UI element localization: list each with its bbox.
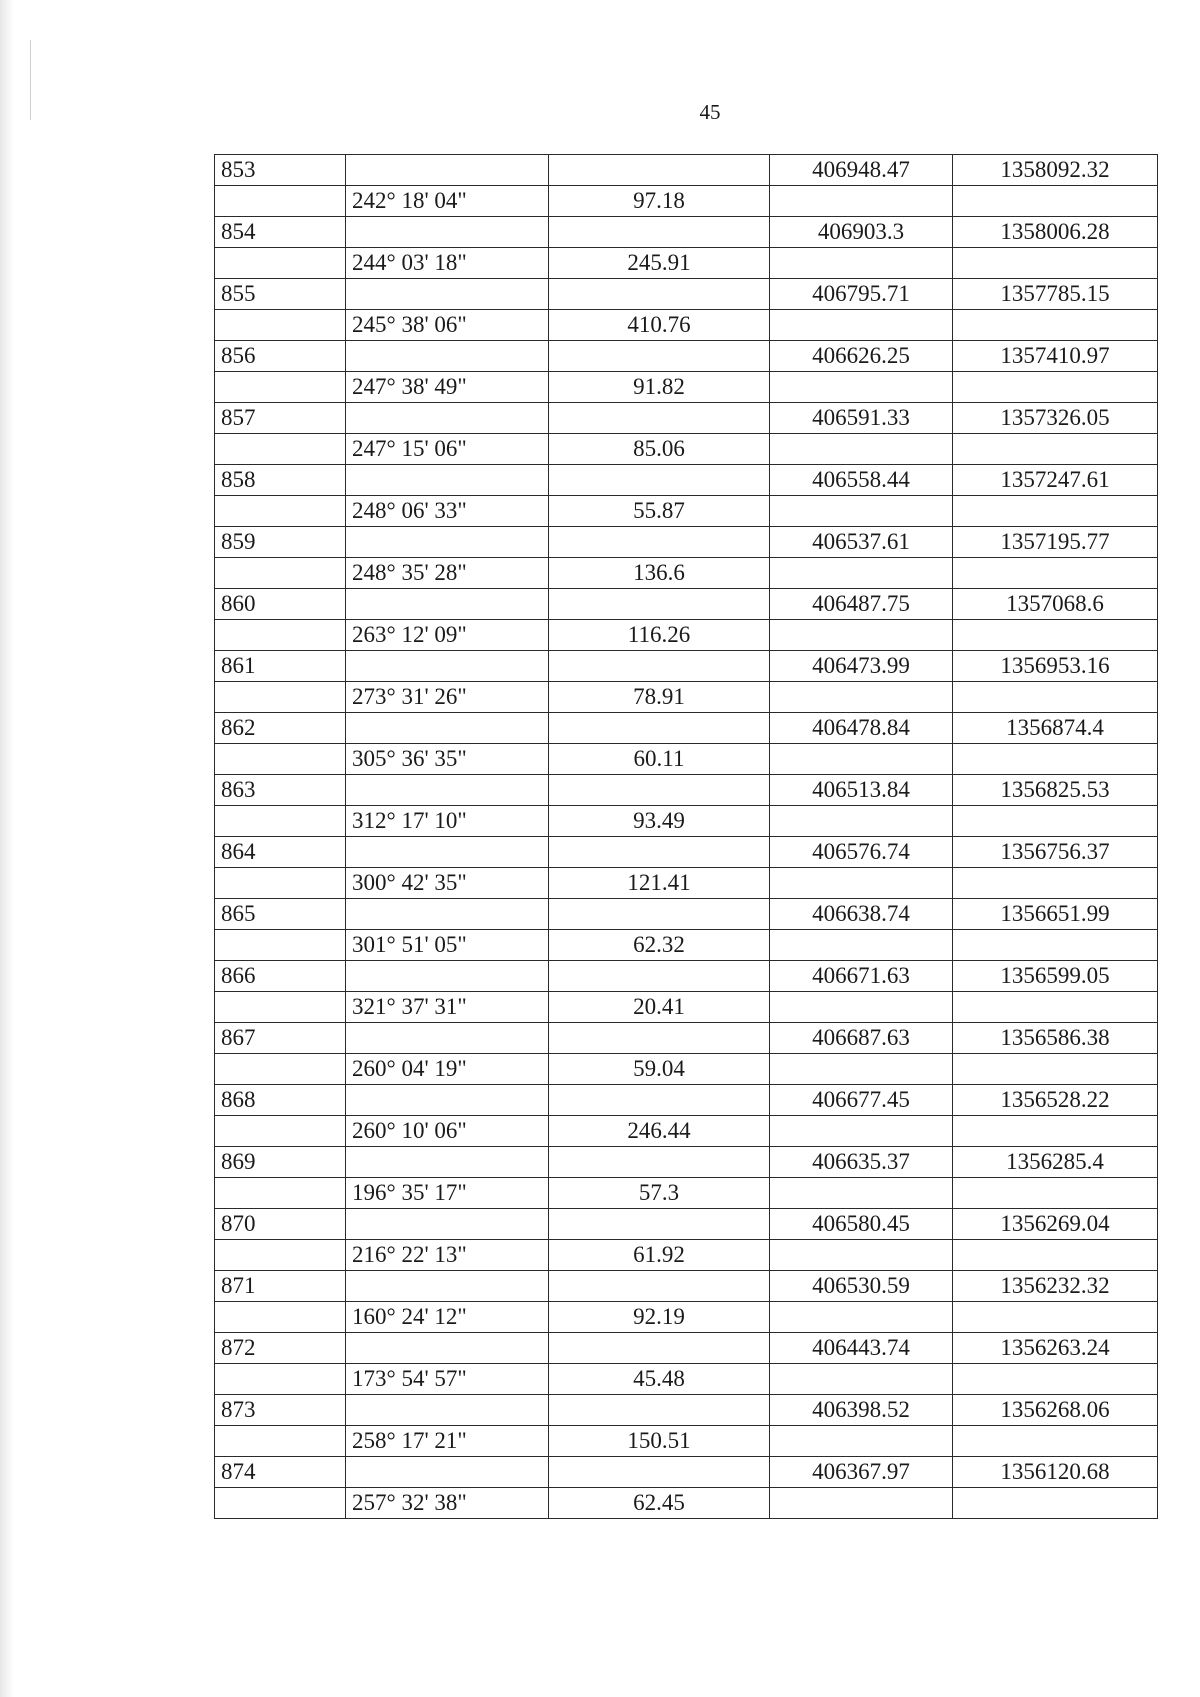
y-coordinate-cell <box>953 1488 1158 1519</box>
bearing-cell: 260° 04' 19" <box>346 1054 549 1085</box>
station-row <box>215 961 1158 992</box>
distance-cell: 59.04 <box>549 1054 770 1085</box>
distance-cell: 121.41 <box>549 868 770 899</box>
distance-cell <box>549 1395 770 1426</box>
y-coordinate-cell <box>953 868 1158 899</box>
distance-cell <box>549 1023 770 1054</box>
x-coordinate-cell: 406626.25 <box>770 341 953 372</box>
bearing-cell: 242° 18' 04" <box>346 186 549 217</box>
station-row <box>215 1209 1158 1240</box>
y-coordinate-cell <box>953 1302 1158 1333</box>
station-number-cell: 861 <box>215 651 346 682</box>
bearing-cell: 260° 10' 06" <box>346 1116 549 1147</box>
station-number-cell: 859 <box>215 527 346 558</box>
y-coordinate-cell: 1356268.06 <box>953 1395 1158 1426</box>
bearing-cell <box>346 279 549 310</box>
y-coordinate-cell <box>953 744 1158 775</box>
distance-cell: 91.82 <box>549 372 770 403</box>
distance-cell: 116.26 <box>549 620 770 651</box>
bearing-cell <box>346 1085 549 1116</box>
distance-cell: 55.87 <box>549 496 770 527</box>
bearing-cell: 312° 17' 10" <box>346 806 549 837</box>
station-number-cell <box>215 1178 346 1209</box>
bearing-cell <box>346 527 549 558</box>
y-coordinate-cell <box>953 310 1158 341</box>
course-row <box>215 1054 1158 1085</box>
y-coordinate-cell <box>953 1116 1158 1147</box>
distance-cell: 245.91 <box>549 248 770 279</box>
distance-cell <box>549 961 770 992</box>
station-number-cell: 870 <box>215 1209 346 1240</box>
bearing-cell <box>346 1209 549 1240</box>
y-coordinate-cell <box>953 930 1158 961</box>
y-coordinate-cell: 1356874.4 <box>953 713 1158 744</box>
distance-cell <box>549 279 770 310</box>
station-number-cell: 860 <box>215 589 346 620</box>
bearing-cell: 247° 38' 49" <box>346 372 549 403</box>
station-row <box>215 1085 1158 1116</box>
distance-cell: 60.11 <box>549 744 770 775</box>
x-coordinate-cell <box>770 806 953 837</box>
bearing-cell: 216° 22' 13" <box>346 1240 549 1271</box>
x-coordinate-cell <box>770 1054 953 1085</box>
course-row <box>215 682 1158 713</box>
bearing-cell: 305° 36' 35" <box>346 744 549 775</box>
station-row <box>215 1271 1158 1302</box>
station-number-cell <box>215 930 346 961</box>
bearing-cell <box>346 155 549 186</box>
distance-cell: 62.32 <box>549 930 770 961</box>
station-number-cell: 855 <box>215 279 346 310</box>
x-coordinate-cell: 406487.75 <box>770 589 953 620</box>
y-coordinate-cell <box>953 434 1158 465</box>
bearing-cell <box>346 651 549 682</box>
x-coordinate-cell <box>770 310 953 341</box>
station-row <box>215 1333 1158 1364</box>
station-number-cell: 857 <box>215 403 346 434</box>
distance-cell: 136.6 <box>549 558 770 589</box>
bearing-cell: 247° 15' 06" <box>346 434 549 465</box>
y-coordinate-cell: 1357326.05 <box>953 403 1158 434</box>
distance-cell: 93.49 <box>549 806 770 837</box>
course-row <box>215 1302 1158 1333</box>
bearing-cell <box>346 1023 549 1054</box>
x-coordinate-cell <box>770 868 953 899</box>
x-coordinate-cell: 406638.74 <box>770 899 953 930</box>
bearing-cell: 301° 51' 05" <box>346 930 549 961</box>
bearing-cell: 300° 42' 35" <box>346 868 549 899</box>
y-coordinate-cell: 1356586.38 <box>953 1023 1158 1054</box>
x-coordinate-cell <box>770 496 953 527</box>
station-number-cell <box>215 372 346 403</box>
x-coordinate-cell: 406795.71 <box>770 279 953 310</box>
x-coordinate-cell: 406398.52 <box>770 1395 953 1426</box>
y-coordinate-cell <box>953 1240 1158 1271</box>
bearing-cell: 321° 37' 31" <box>346 992 549 1023</box>
scan-edge-shadow <box>0 0 14 1697</box>
distance-cell <box>549 217 770 248</box>
bearing-cell: 160° 24' 12" <box>346 1302 549 1333</box>
station-row <box>215 713 1158 744</box>
station-number-cell <box>215 620 346 651</box>
bearing-cell: 258° 17' 21" <box>346 1426 549 1457</box>
course-row <box>215 1488 1158 1519</box>
y-coordinate-cell <box>953 1054 1158 1085</box>
x-coordinate-cell <box>770 1488 953 1519</box>
bearing-cell: 248° 35' 28" <box>346 558 549 589</box>
bearing-cell <box>346 713 549 744</box>
station-number-cell <box>215 1116 346 1147</box>
course-row <box>215 806 1158 837</box>
y-coordinate-cell <box>953 1364 1158 1395</box>
station-number-cell: 866 <box>215 961 346 992</box>
station-number-cell <box>215 744 346 775</box>
distance-cell <box>549 465 770 496</box>
distance-cell: 246.44 <box>549 1116 770 1147</box>
course-row <box>215 310 1158 341</box>
bearing-cell: 173° 54' 57" <box>346 1364 549 1395</box>
page-number: 45 <box>699 100 721 124</box>
distance-cell: 45.48 <box>549 1364 770 1395</box>
x-coordinate-cell: 406443.74 <box>770 1333 953 1364</box>
x-coordinate-cell <box>770 1302 953 1333</box>
distance-cell <box>549 1085 770 1116</box>
station-number-cell: 867 <box>215 1023 346 1054</box>
course-row <box>215 620 1158 651</box>
x-coordinate-cell: 406948.47 <box>770 155 953 186</box>
y-coordinate-cell: 1357195.77 <box>953 527 1158 558</box>
distance-cell <box>549 403 770 434</box>
y-coordinate-cell <box>953 1178 1158 1209</box>
y-coordinate-cell <box>953 186 1158 217</box>
x-coordinate-cell: 406473.99 <box>770 651 953 682</box>
y-coordinate-cell: 1356528.22 <box>953 1085 1158 1116</box>
station-number-cell <box>215 1426 346 1457</box>
distance-cell <box>549 341 770 372</box>
x-coordinate-cell <box>770 744 953 775</box>
station-number-cell <box>215 992 346 1023</box>
bearing-cell: 263° 12' 09" <box>346 620 549 651</box>
distance-cell <box>549 1147 770 1178</box>
station-number-cell <box>215 434 346 465</box>
station-number-cell <box>215 868 346 899</box>
y-coordinate-cell: 1357410.97 <box>953 341 1158 372</box>
station-row <box>215 279 1158 310</box>
x-coordinate-cell <box>770 1364 953 1395</box>
station-number-cell: 871 <box>215 1271 346 1302</box>
station-number-cell <box>215 496 346 527</box>
course-row <box>215 1116 1158 1147</box>
station-row <box>215 155 1158 186</box>
y-coordinate-cell: 1356953.16 <box>953 651 1158 682</box>
distance-cell <box>549 651 770 682</box>
x-coordinate-cell: 406591.33 <box>770 403 953 434</box>
station-number-cell <box>215 806 346 837</box>
x-coordinate-cell <box>770 1116 953 1147</box>
bearing-cell <box>346 465 549 496</box>
bearing-cell: 245° 38' 06" <box>346 310 549 341</box>
station-number-cell <box>215 248 346 279</box>
distance-cell <box>549 899 770 930</box>
course-row <box>215 248 1158 279</box>
course-row <box>215 1426 1158 1457</box>
y-coordinate-cell <box>953 1426 1158 1457</box>
bearing-cell <box>346 403 549 434</box>
y-coordinate-cell: 1357068.6 <box>953 589 1158 620</box>
x-coordinate-cell: 406903.3 <box>770 217 953 248</box>
course-row <box>215 434 1158 465</box>
y-coordinate-cell <box>953 496 1158 527</box>
distance-cell <box>549 527 770 558</box>
station-row <box>215 1457 1158 1488</box>
station-number-cell <box>215 682 346 713</box>
distance-cell: 78.91 <box>549 682 770 713</box>
distance-cell: 92.19 <box>549 1302 770 1333</box>
x-coordinate-cell <box>770 186 953 217</box>
course-row <box>215 744 1158 775</box>
station-row <box>215 465 1158 496</box>
y-coordinate-cell: 1357785.15 <box>953 279 1158 310</box>
bearing-cell <box>346 1457 549 1488</box>
survey-coordinates-table <box>214 154 1158 1519</box>
x-coordinate-cell <box>770 1240 953 1271</box>
scan-mark <box>30 40 31 120</box>
course-row <box>215 558 1158 589</box>
course-row <box>215 1240 1158 1271</box>
x-coordinate-cell <box>770 620 953 651</box>
bearing-cell: 196° 35' 17" <box>346 1178 549 1209</box>
x-coordinate-cell: 406367.97 <box>770 1457 953 1488</box>
bearing-cell <box>346 217 549 248</box>
station-number-cell <box>215 1488 346 1519</box>
x-coordinate-cell: 406635.37 <box>770 1147 953 1178</box>
station-row <box>215 651 1158 682</box>
station-number-cell <box>215 186 346 217</box>
station-row <box>215 217 1158 248</box>
distance-cell <box>549 1457 770 1488</box>
station-number-cell: 862 <box>215 713 346 744</box>
bearing-cell: 244° 03' 18" <box>346 248 549 279</box>
station-row <box>215 527 1158 558</box>
x-coordinate-cell: 406558.44 <box>770 465 953 496</box>
distance-cell: 410.76 <box>549 310 770 341</box>
station-number-cell <box>215 1240 346 1271</box>
course-row <box>215 186 1158 217</box>
distance-cell <box>549 713 770 744</box>
course-row <box>215 930 1158 961</box>
station-row <box>215 341 1158 372</box>
y-coordinate-cell: 1358092.32 <box>953 155 1158 186</box>
y-coordinate-cell: 1356599.05 <box>953 961 1158 992</box>
station-number-cell: 853 <box>215 155 346 186</box>
x-coordinate-cell: 406513.84 <box>770 775 953 806</box>
distance-cell <box>549 155 770 186</box>
y-coordinate-cell: 1357247.61 <box>953 465 1158 496</box>
station-number-cell: 873 <box>215 1395 346 1426</box>
x-coordinate-cell <box>770 992 953 1023</box>
station-row <box>215 589 1158 620</box>
distance-cell: 97.18 <box>549 186 770 217</box>
station-number-cell: 874 <box>215 1457 346 1488</box>
station-number-cell: 872 <box>215 1333 346 1364</box>
y-coordinate-cell: 1358006.28 <box>953 217 1158 248</box>
distance-cell <box>549 775 770 806</box>
station-number-cell <box>215 1364 346 1395</box>
station-number-cell: 863 <box>215 775 346 806</box>
course-row <box>215 1178 1158 1209</box>
x-coordinate-cell <box>770 930 953 961</box>
bearing-cell <box>346 1395 549 1426</box>
y-coordinate-cell: 1356269.04 <box>953 1209 1158 1240</box>
table-body <box>215 155 1158 1519</box>
distance-cell <box>549 1209 770 1240</box>
station-number-cell: 864 <box>215 837 346 868</box>
x-coordinate-cell <box>770 248 953 279</box>
bearing-cell: 273° 31' 26" <box>346 682 549 713</box>
distance-cell: 62.45 <box>549 1488 770 1519</box>
y-coordinate-cell <box>953 992 1158 1023</box>
y-coordinate-cell: 1356825.53 <box>953 775 1158 806</box>
station-number-cell <box>215 310 346 341</box>
y-coordinate-cell: 1356120.68 <box>953 1457 1158 1488</box>
station-number-cell <box>215 1054 346 1085</box>
station-number-cell: 856 <box>215 341 346 372</box>
station-number-cell: 869 <box>215 1147 346 1178</box>
x-coordinate-cell: 406530.59 <box>770 1271 953 1302</box>
bearing-cell <box>346 341 549 372</box>
y-coordinate-cell <box>953 248 1158 279</box>
distance-cell <box>549 1271 770 1302</box>
station-number-cell: 858 <box>215 465 346 496</box>
y-coordinate-cell: 1356651.99 <box>953 899 1158 930</box>
distance-cell: 150.51 <box>549 1426 770 1457</box>
station-row <box>215 837 1158 868</box>
station-number-cell: 854 <box>215 217 346 248</box>
x-coordinate-cell: 406677.45 <box>770 1085 953 1116</box>
x-coordinate-cell: 406671.63 <box>770 961 953 992</box>
x-coordinate-cell: 406576.74 <box>770 837 953 868</box>
bearing-cell: 257° 32' 38" <box>346 1488 549 1519</box>
course-row <box>215 992 1158 1023</box>
station-row <box>215 775 1158 806</box>
station-number-cell: 868 <box>215 1085 346 1116</box>
distance-cell: 20.41 <box>549 992 770 1023</box>
station-row <box>215 403 1158 434</box>
y-coordinate-cell <box>953 372 1158 403</box>
bearing-cell <box>346 1147 549 1178</box>
x-coordinate-cell: 406478.84 <box>770 713 953 744</box>
bearing-cell <box>346 589 549 620</box>
distance-cell: 61.92 <box>549 1240 770 1271</box>
station-row <box>215 1395 1158 1426</box>
course-row <box>215 496 1158 527</box>
x-coordinate-cell: 406580.45 <box>770 1209 953 1240</box>
x-coordinate-cell <box>770 434 953 465</box>
distance-cell: 85.06 <box>549 434 770 465</box>
distance-cell <box>549 1333 770 1364</box>
distance-cell: 57.3 <box>549 1178 770 1209</box>
y-coordinate-cell <box>953 806 1158 837</box>
y-coordinate-cell: 1356263.24 <box>953 1333 1158 1364</box>
bearing-cell <box>346 961 549 992</box>
station-row <box>215 1147 1158 1178</box>
x-coordinate-cell <box>770 1178 953 1209</box>
bearing-cell <box>346 1271 549 1302</box>
bearing-cell: 248° 06' 33" <box>346 496 549 527</box>
course-row <box>215 1364 1158 1395</box>
station-number-cell <box>215 1302 346 1333</box>
bearing-cell <box>346 899 549 930</box>
station-row <box>215 899 1158 930</box>
bearing-cell <box>346 837 549 868</box>
station-row <box>215 1023 1158 1054</box>
y-coordinate-cell <box>953 620 1158 651</box>
station-number-cell <box>215 558 346 589</box>
x-coordinate-cell <box>770 682 953 713</box>
course-row <box>215 372 1158 403</box>
distance-cell <box>549 837 770 868</box>
x-coordinate-cell: 406537.61 <box>770 527 953 558</box>
y-coordinate-cell: 1356232.32 <box>953 1271 1158 1302</box>
y-coordinate-cell: 1356285.4 <box>953 1147 1158 1178</box>
station-number-cell: 865 <box>215 899 346 930</box>
bearing-cell <box>346 1333 549 1364</box>
x-coordinate-cell <box>770 1426 953 1457</box>
x-coordinate-cell: 406687.63 <box>770 1023 953 1054</box>
course-row <box>215 868 1158 899</box>
x-coordinate-cell <box>770 372 953 403</box>
y-coordinate-cell <box>953 682 1158 713</box>
x-coordinate-cell <box>770 558 953 589</box>
y-coordinate-cell: 1356756.37 <box>953 837 1158 868</box>
y-coordinate-cell <box>953 558 1158 589</box>
bearing-cell <box>346 775 549 806</box>
distance-cell <box>549 589 770 620</box>
